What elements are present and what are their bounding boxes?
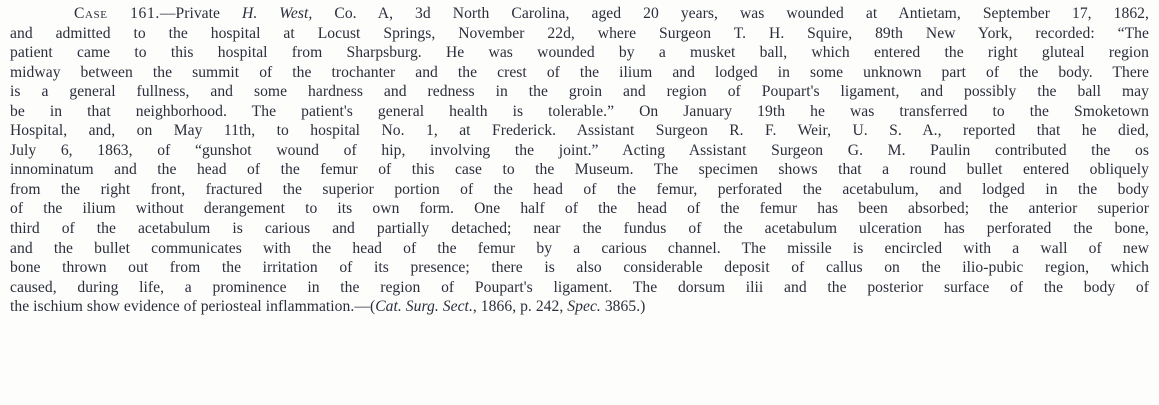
case-161-paragraph	[10, 4, 1149, 317]
text-line-4	[10, 63, 1149, 83]
text-run: the ischium show evidence of periosteal inflammation.—(	[10, 298, 376, 316]
text-run: innominatum and the head of the femur of this case to the Museum. The specimen shows that a round bullet entered obliquely	[10, 161, 1149, 179]
text-line-1	[10, 4, 1149, 24]
text-run: bone thrown out from the irritation of its presence; there is also considerable deposit of callus on the ilio-pubic region, which	[10, 259, 1149, 277]
text-line-8	[10, 141, 1149, 161]
italic-run: Spec.	[567, 298, 601, 316]
text-line-2	[10, 24, 1149, 44]
case-heading: Case 161.	[74, 5, 160, 22]
text-run: of the ilium without derangement to its own form. One half of the head of the femur has been absorbed; the anterior superior	[10, 200, 1149, 218]
text-line-5	[10, 82, 1149, 102]
text-run: —Private	[159, 5, 243, 22]
text-line-6	[10, 102, 1149, 122]
text-run: Co. A, 3d North Carolina, aged 20 years, was wounded at Antietam, September 17, 1862,	[312, 5, 1149, 22]
text-line-15	[10, 278, 1149, 298]
text-line-3	[10, 43, 1149, 63]
text-run: 3865.)	[600, 298, 646, 316]
text-line-14	[10, 258, 1149, 278]
text-run: midway between the summit of the trochanter and the crest of the ilium and lodged in some unknown part of the body. There	[10, 63, 1149, 81]
text-run: is a general fullness, and some hardness and redness in the groin and region of Poupart's ligament, and possibly the ball may	[10, 83, 1149, 101]
text-run: patient came to this hospital from Sharpsburg. He was wounded by a musket ball, which entered the right gluteal region	[10, 44, 1149, 62]
text-run: , 1866, p. 242,	[472, 298, 568, 316]
text-run: and admitted to the hospital at Locust Springs, November 22d, where Surgeon T. H. Squire, 89th New York, recorded: “The	[10, 24, 1149, 42]
text-line-10	[10, 180, 1149, 200]
text-line-16	[10, 297, 1149, 317]
text-run: and the bullet communicates with the head of the femur by a carious channel. The missile is encircled with a wall of new	[10, 239, 1149, 257]
text-line-7	[10, 121, 1149, 141]
text-line-11	[10, 199, 1149, 219]
italic-run: Cat. Surg. Sect.	[375, 298, 473, 316]
text-line-9	[10, 160, 1149, 180]
text-run: from the right front, fractured the superior portion of the head of the femur, perforated the acetabulum, and lodged in the body	[10, 180, 1149, 198]
text-line-13	[10, 239, 1149, 259]
text-run: be in that neighborhood. The patient's general health is tolerable.” On January 19th he was transferred to the Smoketown	[10, 102, 1149, 120]
text-run: July 6, 1863, of “gunshot wound of hip, involving the joint.” Acting Assistant Surgeon G. M. Paulin contributed the os	[10, 141, 1149, 159]
text-run: third of the acetabulum is carious and partially detached; near the fundus of the acetabulum ulceration has perforated the bone,	[10, 220, 1149, 238]
text-run: caused, during life, a prominence in the region of Poupart's ligament. The dorsum ilii and the posterior surface of the body of	[10, 278, 1149, 296]
text-line-12	[10, 219, 1149, 239]
text-run: Hospital, and, on May 11th, to hospital No. 1, at Frederick. Assistant Surgeon R. F. Weir, U. S. A., reported that he died,	[10, 122, 1149, 140]
italic-run: H. West,	[242, 5, 313, 22]
